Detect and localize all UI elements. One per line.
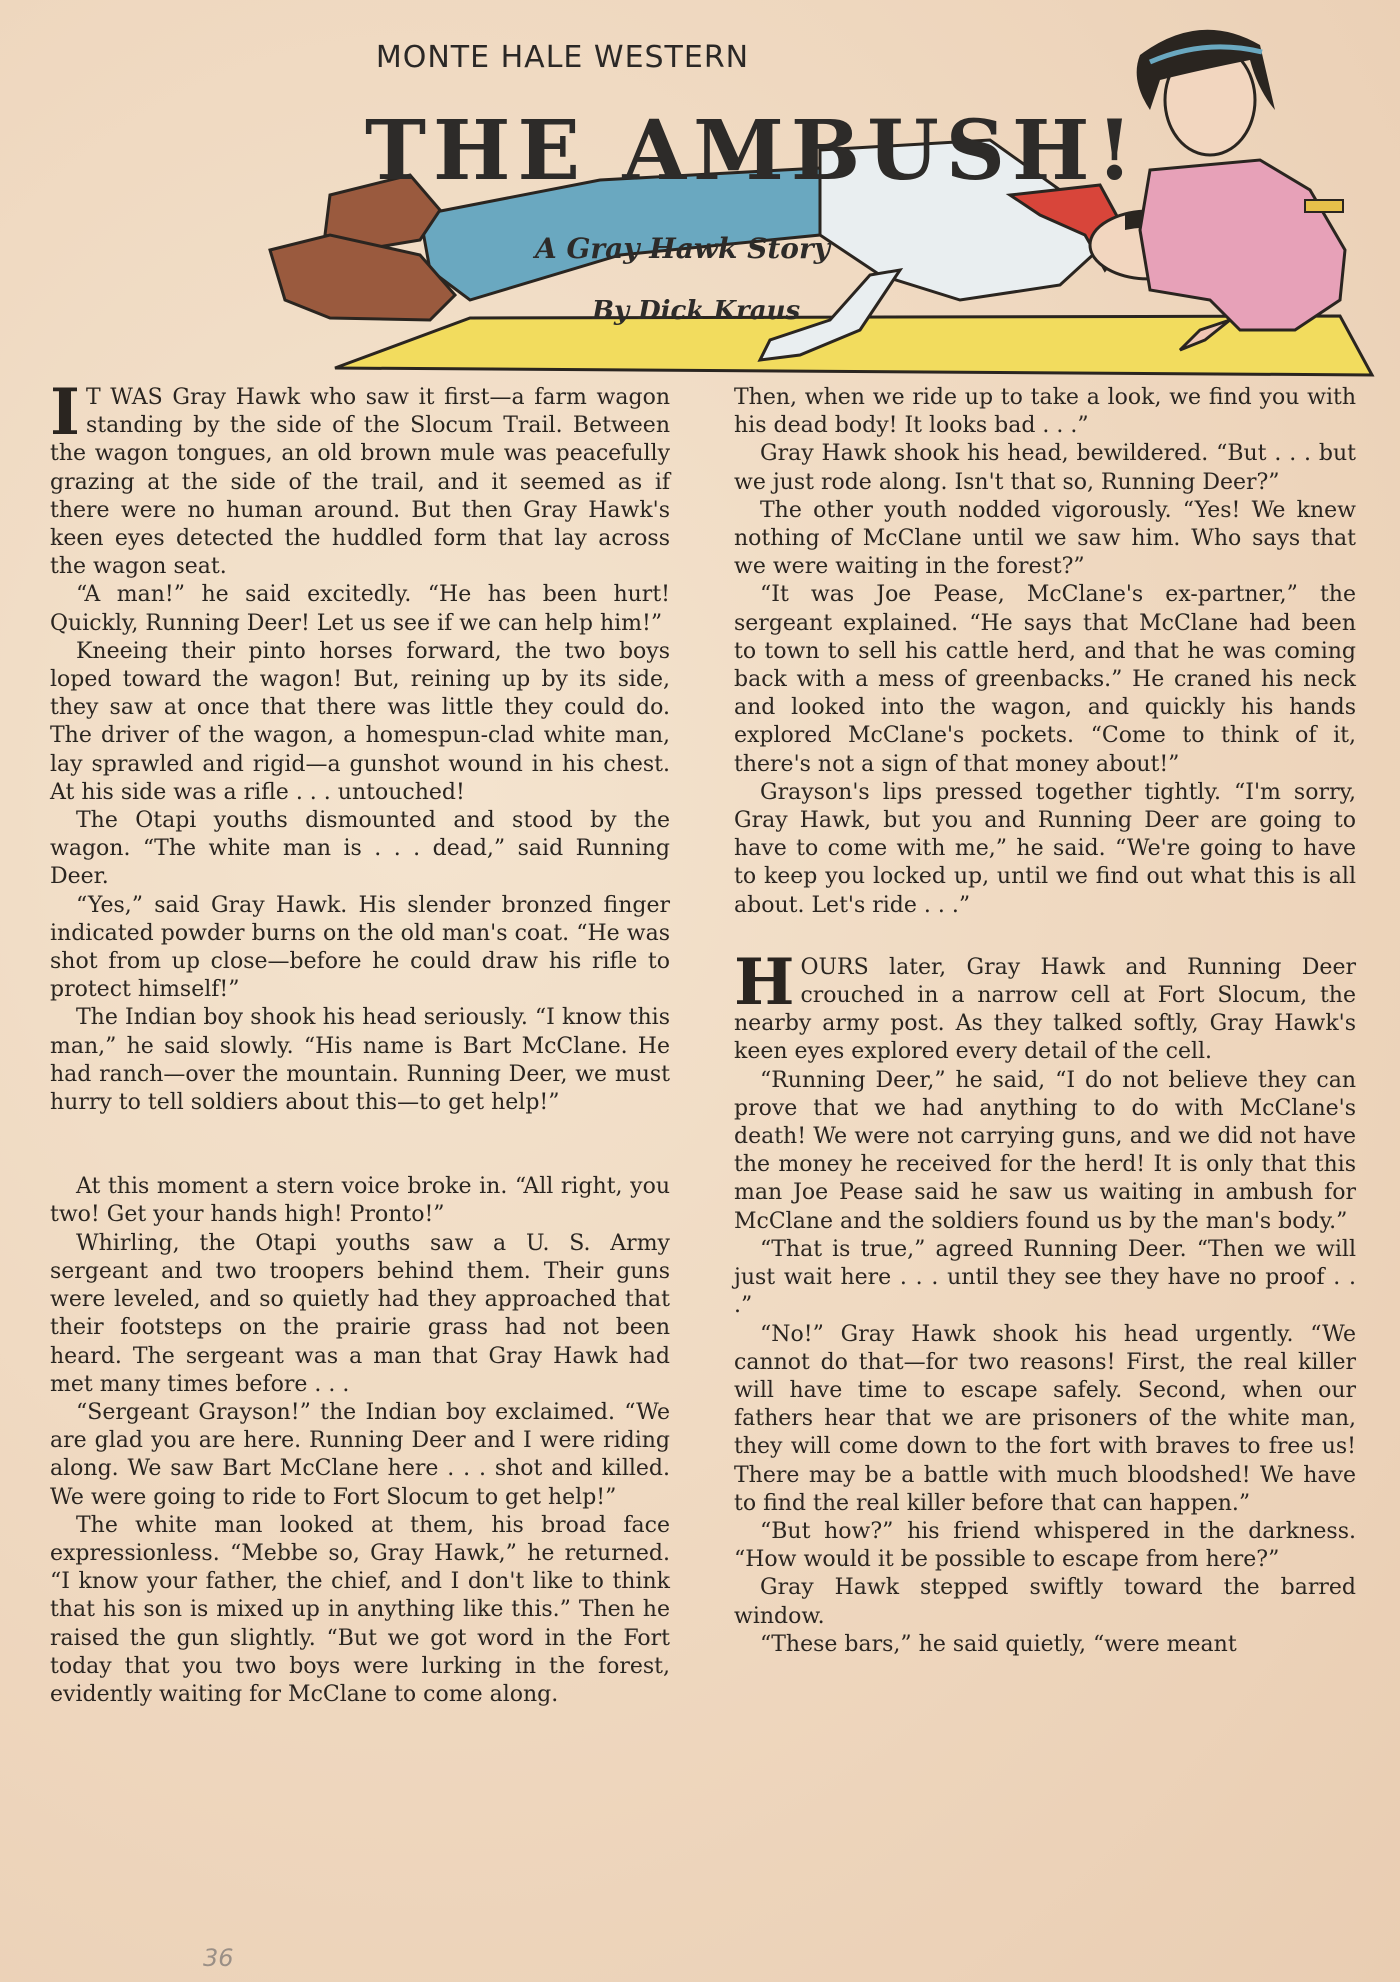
drop-cap: H: [734, 944, 795, 1020]
left-column: [50, 375, 670, 1709]
paragraph: “That is true,” agreed Running Deer. “Then we will just wait here . . . until they see they have no proof . . .”: [734, 1236, 1356, 1319]
paragraph: Grayson's lips pressed together tightly. “I'm sorry, Gray Hawk, but you and Running Deer are going to have to come with me,” he said. “We're going to have to keep you locked up, until we find out what this is all about. Let's ride . . .”: [734, 779, 1356, 918]
woman-body: [1140, 160, 1345, 330]
armband: [1305, 200, 1343, 212]
drop-cap: I: [50, 375, 80, 450]
subtitle: A Gray Hawk Story: [535, 232, 830, 265]
paragraph: At this moment a stern voice broke in. “All right, you two! Get your hands high! Pronto!”: [50, 1174, 670, 1228]
paragraph: The Otapi youths dismounted and stood by the wagon. “The white man is . . . dead,” said Running Deer.: [50, 808, 670, 890]
paragraph: Whirling, the Otapi youths saw a U. S. Army sergeant and two troopers behind them. Their guns were leveled, and so quietly had they approached that their footsteps on the prairie grass had not been heard. The sergeant was a man that Gray Hawk had met many times before . . .: [50, 1230, 670, 1397]
paragraph: “These bars,” he said quietly, “were meant: [760, 1631, 1237, 1657]
paragraph: “Sergeant Grayson!” the Indian boy exclaimed. “We are glad you are here. Running Deer and I were riding along. We saw Bart McClane here . . . shot and killed. We were going to ride to Fort Slocum to get help!”: [50, 1399, 670, 1510]
masthead: MONTE HALE WESTERN: [375, 40, 750, 75]
paragraph: I T WAS Gray Hawk who saw it first—a farm wagon standing by the side of the Slocum Trail. Between the wagon tongues, an old brown mule was peacefully grazing at the side of the trail, and it seemed as if there were no human around. But then Gray Hawk's keen eyes detected the huddled form that lay across the wagon seat.: [50, 375, 670, 580]
paragraph: The Indian boy shook his head seriously. “I know this man,” he said slowly. “His name is Bart McClane. He had ranch—over the mountain. Running Deer, we must hurry to tell soldiers about this—to get help!”: [50, 1005, 670, 1116]
paragraph: Gray Hawk stepped swiftly toward the barred window.: [734, 1575, 1356, 1629]
paragraph: “Yes,” said Gray Hawk. His slender bronzed finger indicated powder burns on the old man's coat. “He was shot from up close—before he could draw his rifle to protect himself!”: [50, 892, 670, 1003]
paragraph: Then, when we ride up to take a look, we find you with his dead body! It looks bad . . .”: [734, 385, 1356, 439]
page-number: 36: [203, 1944, 234, 1972]
paragraph: The other youth nodded vigorously. “Yes! We knew nothing of McClane until we saw him. Who says that we were waiting in the forest?”: [734, 497, 1356, 580]
illustration: [0, 0, 1400, 400]
paragraph: “But how?” his friend whispered in the darkness. “How would it be possible to escape from here?”: [734, 1518, 1356, 1573]
paragraph: “No!” Gray Hawk shook his head urgently. “We cannot do that—for two reasons! First, the real killer will have time to escape safely. Second, when our fathers hear that we are prisoners of the white man, they will come down to the fort with braves to free us! There may be a battle with much bloodshed! We have to find the real killer before that can happen.”: [734, 1321, 1356, 1516]
paragraph: “A man!” he said excitedly. “He has been hurt! Quickly, Running Deer! Let us see if we can help him!”: [50, 582, 670, 636]
byline: By Dick Kraus: [592, 296, 801, 326]
paragraph: Kneeing their pinto horses forward, the two boys loped toward the wagon! But, reining up by its side, they saw at once that there was little they could do. The driver of the wagon, a homespun-clad white man, lay sprawled and rigid—a gunshot wound in his chest. At his side was a rifle . . . untouched!: [50, 638, 670, 805]
paragraph: “Running Deer,” he said, “I do not believe they can prove that we had anything to do with McClane's death! We were not carrying guns, and we did not have the money he received for the herd! It is only that this man Joe Pease said he saw us waiting in ambush for McClane and the soldiers found us by the man's body.”: [734, 1067, 1356, 1234]
paragraph: The white man looked at them, his broad face expressionless. “Mebbe so, Gray Hawk,” he returned. “I know your father, the chief, and I don't like to think that his son is mixed up in anything like this.” Then he raised the gun slightly. “But we got word in the Fort today that you two boys were lurking in the forest, evidently waiting for McClane to come along.: [50, 1512, 670, 1707]
paragraph: HOURS later, Gray Hawk and Running Deer crouched in a narrow cell at Fort Slocum, the nearby army post. As they talked softly, Gray Hawk's keen eyes explored every detail of the cell.: [734, 944, 1356, 1065]
right-column: [734, 384, 1356, 1659]
paragraph: Gray Hawk shook his head, bewildered. “But . . . but we just rode along. Isn't that so, Running Deer?”: [734, 441, 1356, 495]
paragraph: “It was Joe Pease, McClane's ex-partner,” the sergeant explained. “He says that McClane had been to town to sell his cattle herd, and that he was coming back with a mess of greenbacks.” He craned his neck and looked into the wagon, and quickly his hands explored McClane's pockets. “Come to think of it, there's not a sign of that money about!”: [734, 582, 1356, 777]
page-title: THE AMBUSH!: [365, 103, 1140, 199]
